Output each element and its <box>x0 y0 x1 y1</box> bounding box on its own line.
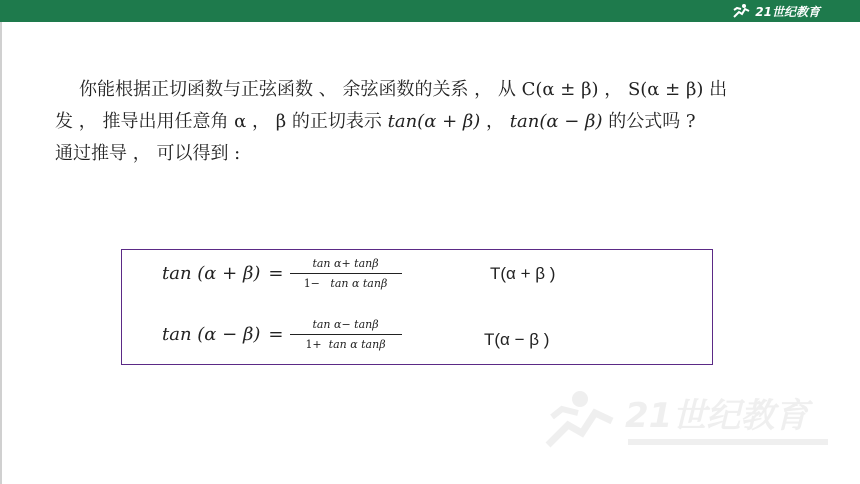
formula-lhs: tan (α + β) <box>162 263 261 284</box>
site-logo <box>731 2 820 20</box>
fraction <box>290 317 402 352</box>
math-tan-diff: tan(α − β) <box>509 111 603 132</box>
fraction <box>290 256 402 291</box>
paragraph-line-2 <box>55 106 850 138</box>
equals-sign: = <box>268 324 284 345</box>
denominator-term: tan α tanβ <box>328 338 386 351</box>
paragraph-line-1 <box>55 74 850 106</box>
paragraph-line-3: 通过推导 ， 可以得到 : <box>55 143 241 164</box>
formula-label-diff: T(α − β ) <box>484 330 550 349</box>
denominator-prefix: 1− <box>303 277 320 290</box>
paragraph-line-2-text-c: 的公式吗 ? <box>602 111 696 132</box>
paragraph-line-1-text: 你能根据正切函数与正弦函数 、 余弦函数的关系 ， 从 C(α ± β) ， S(α ± β) 出 <box>79 79 728 100</box>
header-bar <box>0 0 860 22</box>
formula-box <box>121 249 713 365</box>
math-tan-sum: tan(α + β) <box>387 111 481 132</box>
fraction-denominator <box>299 337 391 352</box>
formula-row-diff <box>162 317 402 352</box>
fraction-bar <box>290 273 402 274</box>
left-rule <box>0 22 2 484</box>
formula-label-sum: T(α + β ) <box>490 264 556 283</box>
fraction-numerator: tan α+ tanβ <box>312 257 379 270</box>
fraction-bar <box>290 334 402 335</box>
denominator-term: tan α tanβ <box>330 277 388 290</box>
formula-lhs: tan (α − β) <box>162 324 261 345</box>
equals-sign: = <box>268 263 284 284</box>
runner-logo-icon <box>731 3 751 19</box>
denominator-prefix: 1+ <box>305 338 322 351</box>
paragraph-line-2-text-b: ， <box>480 111 510 132</box>
watermark-logo <box>540 385 840 455</box>
fraction-denominator <box>298 276 394 291</box>
watermark-text: 21世纪教育 <box>625 396 809 436</box>
question-paragraph <box>55 74 850 170</box>
fraction-numerator: tan α− tanβ <box>312 318 379 331</box>
logo-text: 21世纪教育 <box>755 4 820 19</box>
formula-row-sum <box>162 256 402 291</box>
paragraph-line-2-text-a: 发 ， 推导出用任意角 α ， β 的正切表示 <box>55 111 388 132</box>
